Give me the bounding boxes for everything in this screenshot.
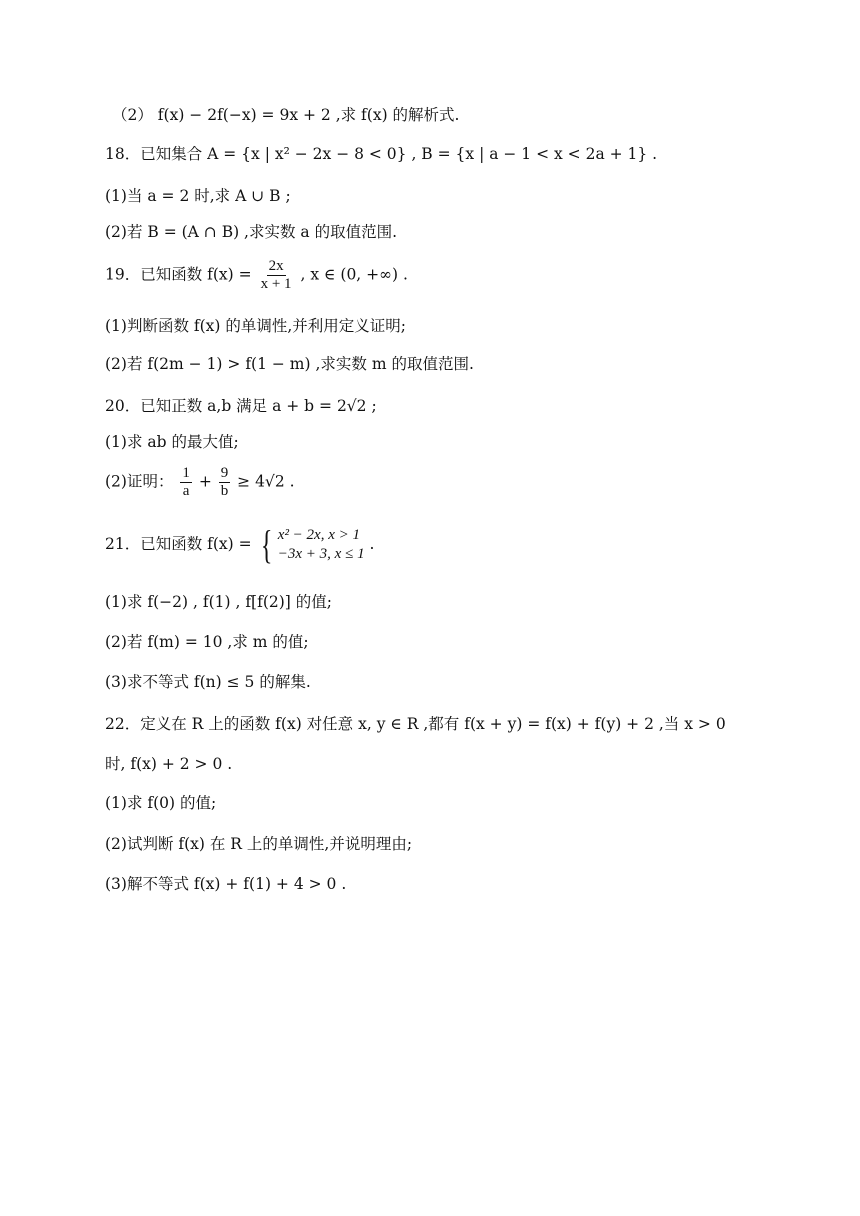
q21-suffix: . (364, 535, 375, 553)
q19-numerator: 2x (268, 258, 284, 274)
q21-case-2: −3x + 3, x ≤ 1 (277, 546, 365, 562)
q22-part1: (1)求 f(0) 的值; (105, 794, 217, 812)
q21-part1: (1)求 f(−2) , f(1) , f[f(2)] 的值; (105, 593, 332, 611)
q20-stem: 20．已知正数 a,b 满足 a + b = 2√2 ; (105, 397, 377, 415)
q19-prefix: 19．已知函数 f(x) = (105, 265, 257, 284)
q22-stem-continued: 时, f(x) + 2 > 0 . (105, 755, 233, 773)
q20-fraction-2 (219, 465, 231, 500)
q19-fraction (259, 258, 294, 293)
q22-part2: (2)试判断 f(x) 在 R 上的单调性,并说明理由; (105, 835, 413, 853)
q20-f2-denominator: b (220, 483, 229, 499)
q19-part1: (1)判断函数 f(x) 的单调性,并利用定义证明; (105, 317, 407, 335)
q20-plus: + (193, 472, 217, 491)
q21-part2: (2)若 f(m) = 10 ,求 m 的值; (105, 633, 309, 651)
left-brace-icon: { (260, 522, 272, 567)
q20-f2-numerator: 9 (220, 465, 229, 481)
q19-denominator: x + 1 (260, 276, 292, 292)
q22-stem: 22．定义在 R 上的函数 f(x) 对任意 x, y ∈ R ,都有 f(x + y) = f(x) + f(y) + 2 ,当 x > 0 (105, 715, 726, 733)
q17-part2: （2） f(x) − 2f(−x) = 9x + 2 ,求 f(x) 的解析式. (112, 106, 460, 124)
q21-prefix: 21．已知函数 f(x) = (105, 535, 257, 553)
q20-fraction-1 (180, 465, 192, 500)
q20-part2-prefix: (2)证明： (105, 472, 179, 491)
q18-part1: (1)当 a = 2 时,求 A ∪ B ; (105, 187, 291, 205)
q18-stem: 18．已知集合 A = {x | x² − 2x − 8 < 0} , B = {x | a − 1 < x < 2a + 1} . (105, 145, 658, 163)
q20-part2 (105, 465, 295, 500)
q20-f1-denominator: a (182, 483, 190, 499)
q19-suffix: , x ∈ (0, +∞) . (295, 265, 408, 284)
q20-part1: (1)求 ab 的最大值; (105, 433, 239, 451)
q19-stem (105, 258, 408, 293)
q20-part2-suffix: ≥ 4√2 . (232, 472, 295, 491)
q21-piecewise (257, 522, 365, 567)
q22-part3: (3)解不等式 f(x) + f(1) + 4 > 0 . (105, 875, 347, 893)
q21-part3: (3)求不等式 f(n) ≤ 5 的解集. (105, 673, 311, 691)
q20-f1-numerator: 1 (182, 465, 190, 481)
q18-part2: (2)若 B = (A ∩ B) ,求实数 a 的取值范围. (105, 223, 398, 241)
q21-stem (105, 522, 375, 567)
q19-part2: (2)若 f(2m − 1) > f(1 − m) ,求实数 m 的取值范围. (105, 355, 474, 373)
q21-case-1: x² − 2x, x > 1 (277, 527, 360, 543)
